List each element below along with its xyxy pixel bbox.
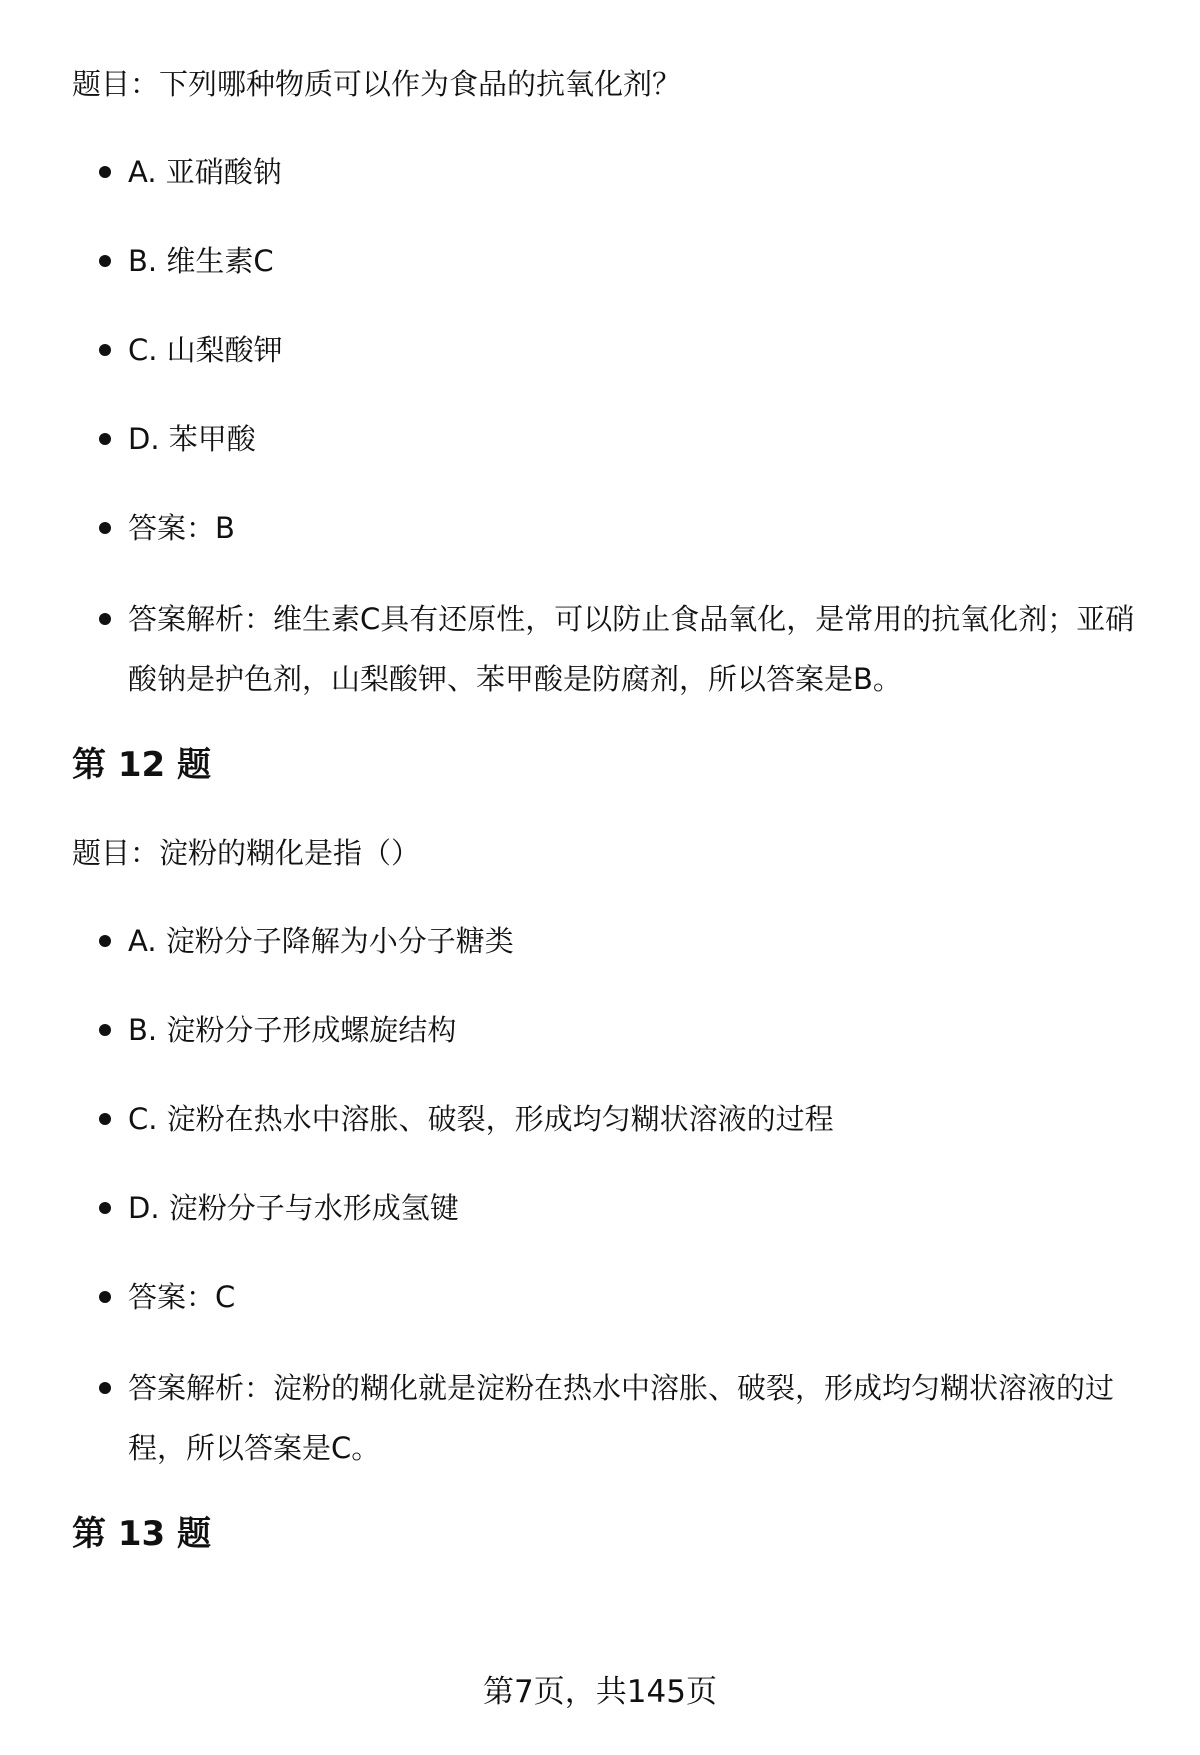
q12-option-b-label: B. 淀粉分子形成螺旋结构	[128, 1013, 457, 1047]
q12-answer-label: 答案：C	[128, 1280, 236, 1314]
q12-option-a	[72, 919, 1147, 963]
question-12-text: 题目：淀粉的糊化是指（）	[72, 836, 421, 870]
bullet-icon	[99, 344, 111, 356]
bullet-icon	[99, 522, 111, 534]
document-page	[72, 62, 1147, 1600]
q12-explanation	[72, 1358, 1147, 1478]
q11-explanation-text: 答案解析：维生素C具有还原性，可以防止食品氧化，是常用的抗氧化剂；亚硝酸钠是护色剂，山梨酸钾、苯甲酸是防腐剂，所以答案是B。	[128, 602, 1135, 696]
question-12-heading: 第 12 题	[72, 745, 211, 785]
bullet-icon	[99, 1291, 111, 1303]
bullet-icon	[99, 255, 111, 267]
q12-answer	[72, 1275, 1147, 1319]
q12-explanation-text: 答案解析：淀粉的糊化就是淀粉在热水中溶胀、破裂，形成均匀糊状溶液的过程，所以答案是C。	[128, 1371, 1115, 1465]
q11-answer	[72, 506, 1147, 550]
bullet-icon	[99, 1382, 111, 1394]
q11-option-d	[72, 417, 1147, 461]
q11-option-d-label: D. 苯甲酸	[128, 422, 256, 456]
q11-option-a	[72, 150, 1147, 194]
q12-option-b	[72, 1008, 1147, 1052]
question-11-options	[72, 150, 1147, 709]
q11-option-b-label: B. 维生素C	[128, 244, 274, 278]
q12-option-c	[72, 1097, 1147, 1141]
q11-option-c-label: C. 山梨酸钾	[128, 333, 283, 367]
question-11-text: 题目：下列哪种物质可以作为食品的抗氧化剂？	[72, 67, 682, 101]
q12-option-d-label: D. 淀粉分子与水形成氢键	[128, 1191, 459, 1225]
bullet-icon	[99, 1113, 111, 1125]
bullet-icon	[99, 1202, 111, 1214]
page-footer: 第7页，共145页	[483, 1674, 717, 1710]
bullet-icon	[99, 935, 111, 947]
bullet-icon	[99, 166, 111, 178]
q11-option-a-label: A. 亚硝酸钠	[128, 155, 282, 189]
q12-option-a-label: A. 淀粉分子降解为小分子糖类	[128, 924, 514, 958]
bullet-icon	[99, 1024, 111, 1036]
q11-option-b	[72, 239, 1147, 283]
bullet-icon	[99, 433, 111, 445]
q11-explanation	[72, 589, 1147, 709]
question-13-heading: 第 13 题	[72, 1514, 211, 1554]
q11-answer-label: 答案：B	[128, 511, 235, 545]
q12-option-d	[72, 1186, 1147, 1230]
bullet-icon	[99, 613, 111, 625]
question-12-options	[72, 919, 1147, 1478]
q11-option-c	[72, 328, 1147, 372]
q12-option-c-label: C. 淀粉在热水中溶胀、破裂，形成均匀糊状溶液的过程	[128, 1102, 834, 1136]
